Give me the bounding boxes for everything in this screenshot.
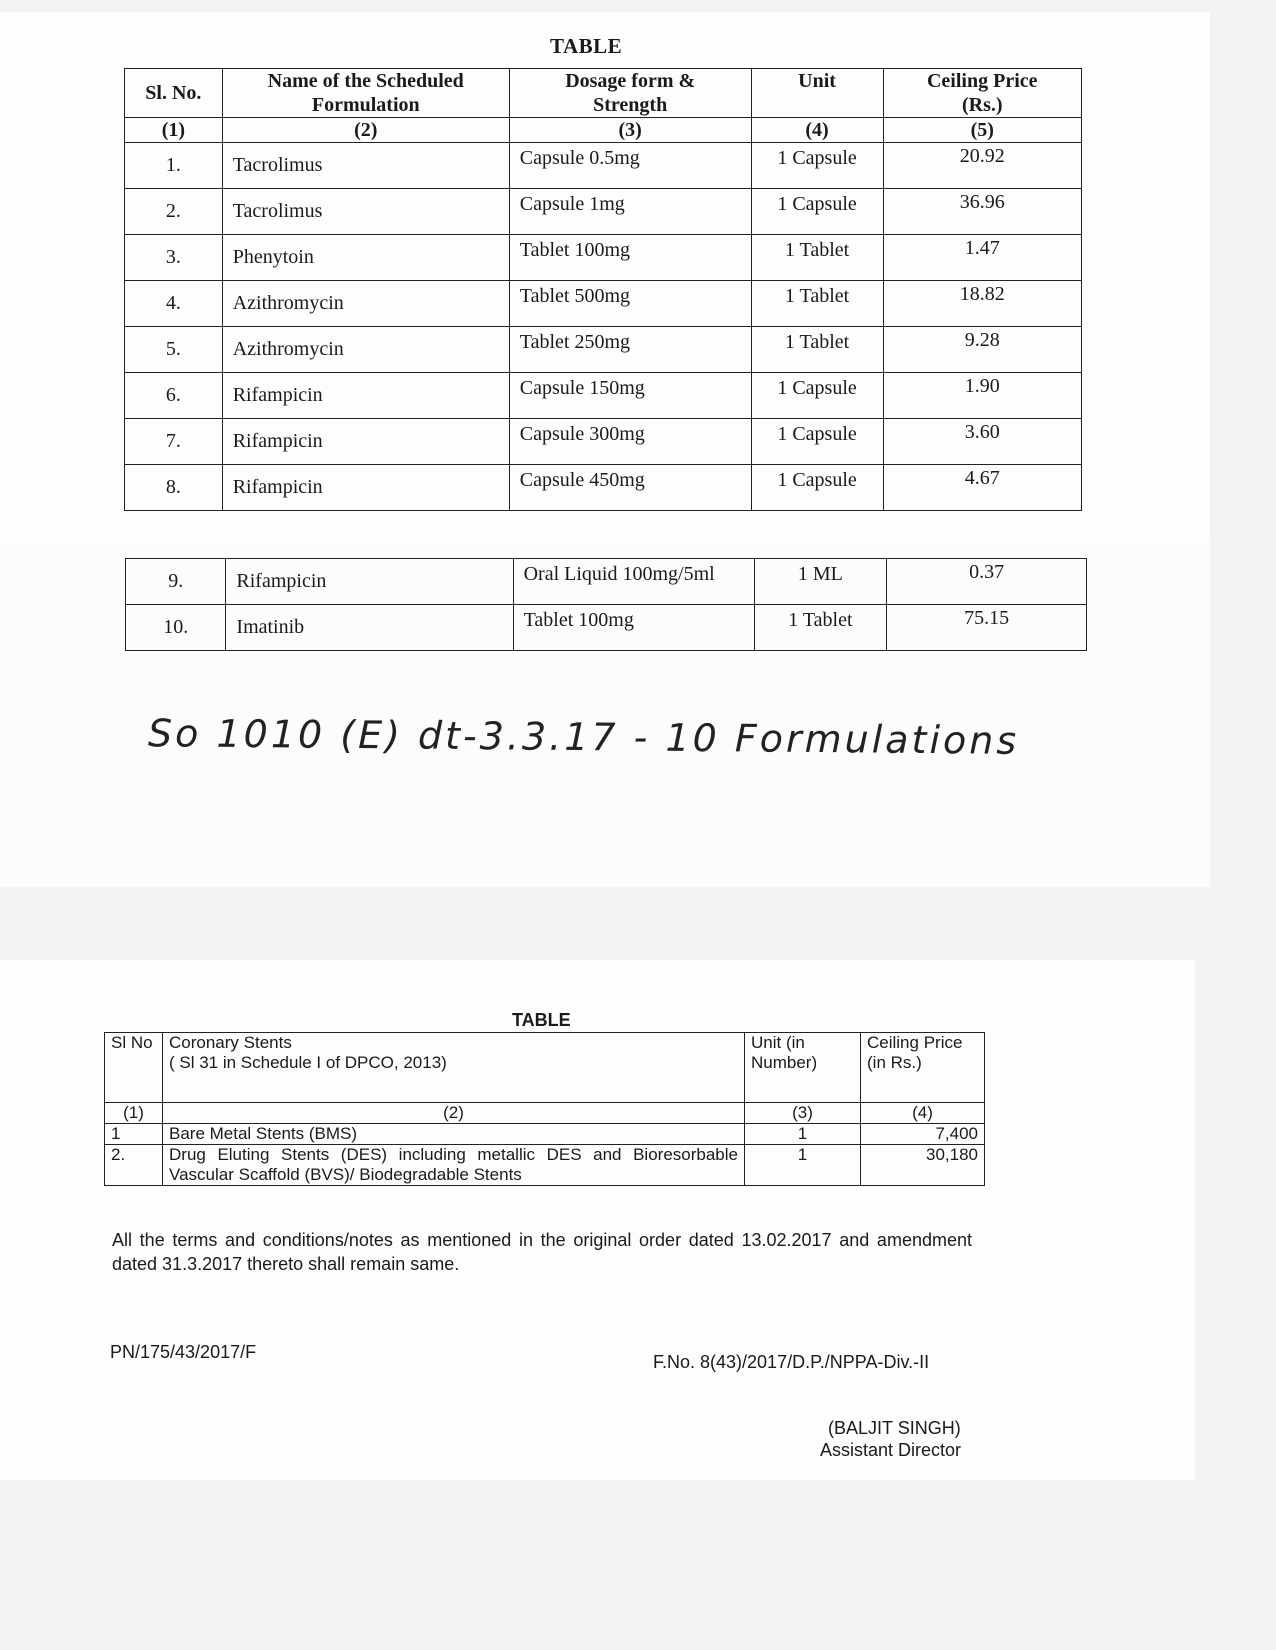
table-row xyxy=(125,327,1082,373)
table-row xyxy=(125,465,1082,511)
cell-unit: 1 xyxy=(745,1145,861,1186)
cell-dosage-form: Tablet 500mg xyxy=(509,281,751,327)
cell-sl-no: 5. xyxy=(125,327,223,373)
cell-formulation-name: Tacrolimus xyxy=(222,143,509,189)
col-number: (2) xyxy=(222,118,509,143)
col-number: (2) xyxy=(163,1103,745,1124)
cell-dosage-form: Capsule 450mg xyxy=(509,465,751,511)
header-unit: Unit (in Number) xyxy=(745,1033,861,1103)
table-row xyxy=(125,235,1082,281)
table1-title: TABLE xyxy=(550,34,623,58)
cell-unit: 1 Tablet xyxy=(754,605,887,651)
cell-formulation-name: Rifampicin xyxy=(222,373,509,419)
cell-dosage-form: Capsule 1mg xyxy=(509,189,751,235)
cell-formulation-name: Azithromycin xyxy=(222,327,509,373)
cell-sl-no: 10. xyxy=(126,605,226,651)
cell-sl-no: 7. xyxy=(125,419,223,465)
header-coronary-stents xyxy=(163,1033,745,1103)
header-ceiling-price: Ceiling Price (in Rs.) xyxy=(861,1033,985,1103)
cell-formulation-name: Rifampicin xyxy=(226,559,513,605)
terms-note: All the terms and conditions/notes as mentioned in the original order dated 13.02.2017 and amendment dated 31.3.2017 thereto shall remain same. xyxy=(112,1230,972,1274)
cell-stent-name: Bare Metal Stents (BMS) xyxy=(163,1124,745,1145)
cell-dosage-form: Tablet 100mg xyxy=(513,605,754,651)
cell-sl-no: 2. xyxy=(125,189,223,235)
header-unit: Unit xyxy=(751,69,883,118)
col-number: (3) xyxy=(745,1103,861,1124)
cell-sl-no: 1 xyxy=(105,1124,163,1145)
header-coronary-stents-subtitle: ( Sl 31 in Schedule I of DPCO, 2013) xyxy=(169,1053,447,1072)
cell-formulation-name: Rifampicin xyxy=(222,465,509,511)
formulation-price-table-continued xyxy=(125,558,1087,651)
cell-ceiling-price: 1.47 xyxy=(883,235,1081,281)
table-row xyxy=(125,143,1082,189)
table-row xyxy=(125,189,1082,235)
header-sl-no: Sl No xyxy=(105,1033,163,1103)
file-number: F.No. 8(43)/2017/D.P./NPPA-Div.-II xyxy=(653,1352,930,1372)
table-header-row xyxy=(105,1033,985,1103)
column-number-row xyxy=(105,1103,985,1124)
formulation-price-table xyxy=(124,68,1082,511)
signatory-name: (BALJIT SINGH) xyxy=(828,1418,961,1438)
cell-unit: 1 Capsule xyxy=(751,465,883,511)
table1-continued-body xyxy=(126,559,1087,651)
cell-sl-no: 6. xyxy=(125,373,223,419)
header-sl-no: Sl. No. xyxy=(125,69,223,118)
table-row xyxy=(105,1145,985,1186)
header-ceiling-price: Ceiling Price (Rs.) xyxy=(883,69,1081,118)
cell-dosage-form: Tablet 100mg xyxy=(509,235,751,281)
table-row xyxy=(125,373,1082,419)
cell-unit: 1 Capsule xyxy=(751,189,883,235)
cell-formulation-name: Tacrolimus xyxy=(222,189,509,235)
cell-ceiling-price: 18.82 xyxy=(883,281,1081,327)
cell-ceiling-price: 3.60 xyxy=(883,419,1081,465)
cell-dosage-form: Tablet 250mg xyxy=(509,327,751,373)
cell-ceiling-price: 20.92 xyxy=(883,143,1081,189)
table-row xyxy=(125,281,1082,327)
cell-sl-no: 9. xyxy=(126,559,226,605)
cell-dosage-form: Capsule 300mg xyxy=(509,419,751,465)
table-row xyxy=(105,1124,985,1145)
cell-unit: 1 Tablet xyxy=(751,281,883,327)
cell-formulation-name: Phenytoin xyxy=(222,235,509,281)
cell-sl-no: 3. xyxy=(125,235,223,281)
cell-sl-no: 8. xyxy=(125,465,223,511)
cell-unit: 1 xyxy=(745,1124,861,1145)
cell-unit: 1 Capsule xyxy=(751,143,883,189)
cell-sl-no: 1. xyxy=(125,143,223,189)
cell-sl-no: 2. xyxy=(105,1145,163,1186)
table1-body xyxy=(125,143,1082,511)
cell-ceiling-price: 75.15 xyxy=(887,605,1087,651)
cell-ceiling-price: 36.96 xyxy=(883,189,1081,235)
coronary-stent-price-table xyxy=(104,1032,985,1186)
cell-unit: 1 Tablet xyxy=(751,235,883,281)
cell-formulation-name: Azithromycin xyxy=(222,281,509,327)
header-coronary-stents-title: Coronary Stents xyxy=(169,1033,292,1052)
cell-sl-no: 4. xyxy=(125,281,223,327)
cell-dosage-form: Oral Liquid 100mg/5ml xyxy=(513,559,754,605)
cell-dosage-form: Capsule 0.5mg xyxy=(509,143,751,189)
cell-ceiling-price: 7,400 xyxy=(861,1124,985,1145)
cell-ceiling-price: 9.28 xyxy=(883,327,1081,373)
col-number: (1) xyxy=(105,1103,163,1124)
table-row xyxy=(126,559,1087,605)
cell-dosage-form: Capsule 150mg xyxy=(509,373,751,419)
cell-unit: 1 Capsule xyxy=(751,419,883,465)
column-number-row xyxy=(125,118,1082,143)
cell-ceiling-price: 30,180 xyxy=(861,1145,985,1186)
cell-unit: 1 Capsule xyxy=(751,373,883,419)
table-row xyxy=(126,605,1087,651)
cell-ceiling-price: 4.67 xyxy=(883,465,1081,511)
cell-stent-name: Drug Eluting Stents (DES) including metallic DES and Bioresorbable Vascular Scaffold (BVS)/ Biodegradable Stents xyxy=(163,1145,745,1186)
cell-unit: 1 ML xyxy=(754,559,887,605)
table2-title: TABLE xyxy=(512,1010,571,1030)
col-number: (4) xyxy=(861,1103,985,1124)
cell-ceiling-price: 0.37 xyxy=(887,559,1087,605)
pn-number: PN/175/43/2017/F xyxy=(110,1342,257,1362)
table-header-row xyxy=(125,69,1082,118)
header-formulation-name: Name of the Scheduled Formulation xyxy=(222,69,509,118)
col-number: (1) xyxy=(125,118,223,143)
cell-unit: 1 Tablet xyxy=(751,327,883,373)
signatory-designation: Assistant Director xyxy=(820,1440,962,1460)
cell-formulation-name: Rifampicin xyxy=(222,419,509,465)
header-dosage-form: Dosage form & Strength xyxy=(509,69,751,118)
cell-ceiling-price: 1.90 xyxy=(883,373,1081,419)
col-number: (4) xyxy=(751,118,883,143)
col-number: (3) xyxy=(509,118,751,143)
handwritten-annotation: So 1010 (E) dt-3.3.17 - 10 Formulations xyxy=(147,711,1020,763)
table-row xyxy=(125,419,1082,465)
cell-formulation-name: Imatinib xyxy=(226,605,513,651)
col-number: (5) xyxy=(883,118,1081,143)
